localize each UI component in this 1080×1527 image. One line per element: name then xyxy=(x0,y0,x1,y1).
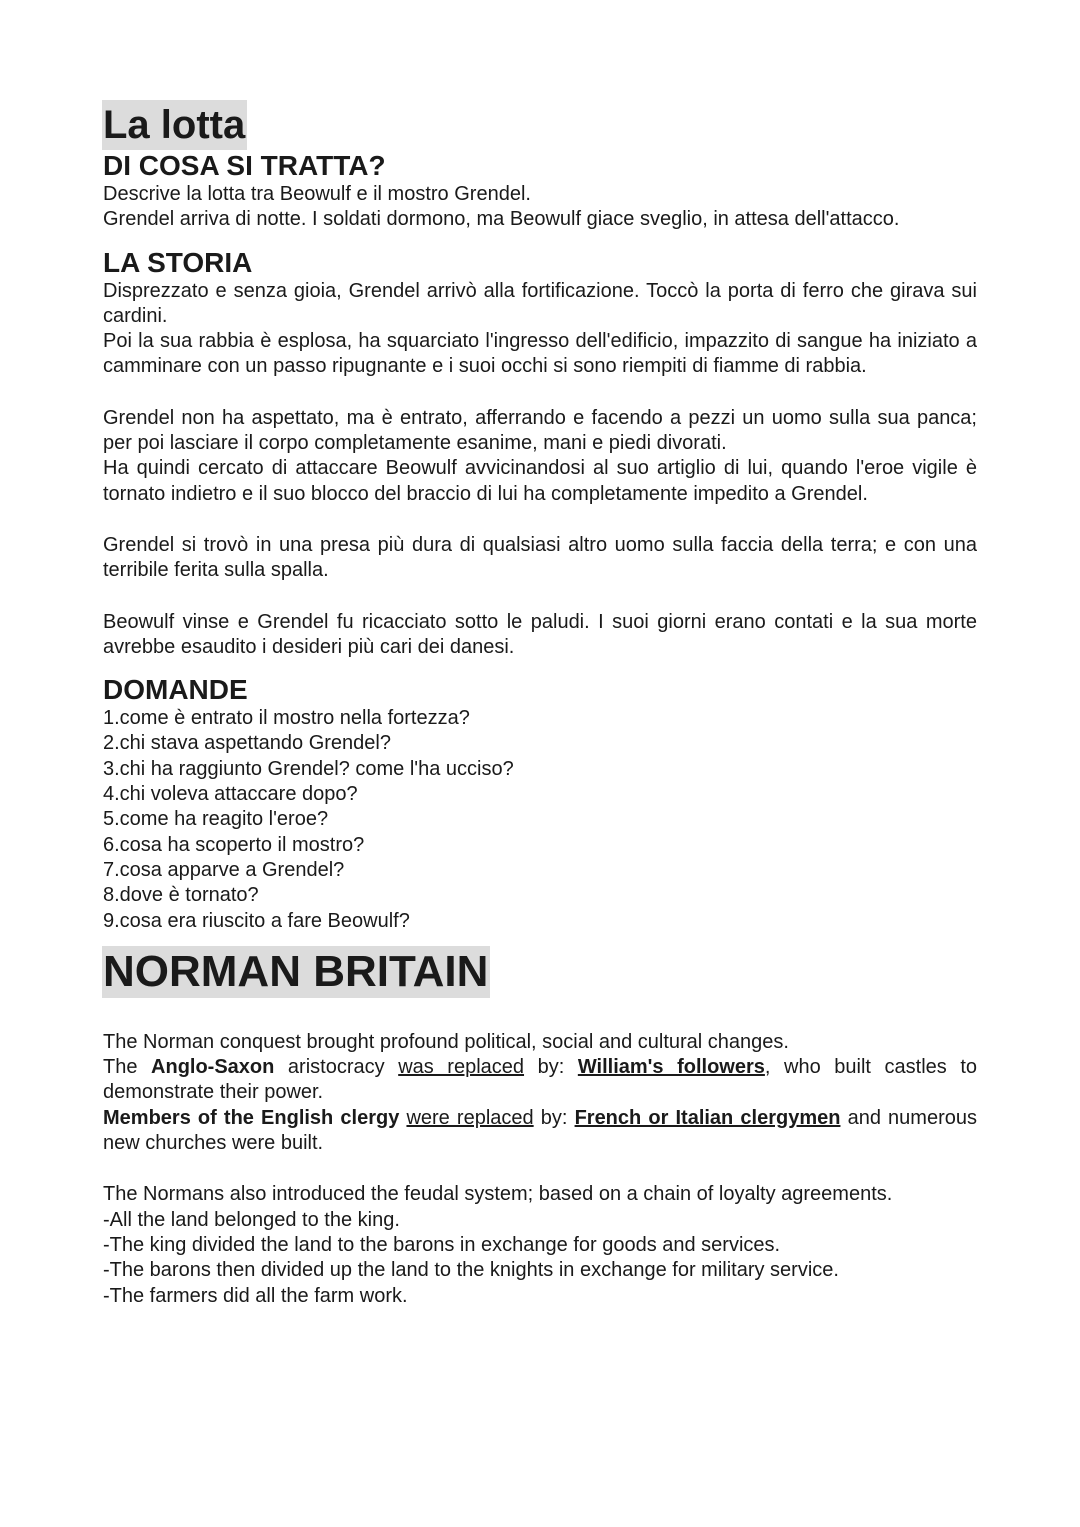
intro-heading: DI COSA SI TRATTA? xyxy=(103,150,386,181)
lotta-title: La lotta xyxy=(102,100,247,150)
story-paragraph: Ha quindi cercato di attaccare Beowulf avvicinandosi al suo artiglio di lui, quando l'eroe vigile è tornato indietro e il suo blocco del braccio di lui ha completamente impedito a Grendel. xyxy=(103,457,977,505)
norman-clergy-paragraph: Members of the English clergy were replaced by: French or Italian clergymen and numerous new churches were built. xyxy=(103,1106,977,1155)
norman-aristocracy-paragraph: The Anglo-Saxon aristocracy was replaced by: William's followers, who built castles to demonstrate their power. xyxy=(103,1056,977,1104)
french-italian-clergymen-term: French or Italian clergymen xyxy=(574,1106,841,1129)
anglo-saxon-term: Anglo-Saxon xyxy=(151,1056,275,1079)
feudal-point: -The barons then divided up the land to the knights in exchange for military service. xyxy=(103,1259,839,1282)
norman-title: NORMAN BRITAIN xyxy=(103,946,489,996)
williams-followers-term: William's followers xyxy=(577,1056,765,1079)
question-item: 4.chi voleva attaccare dopo? xyxy=(103,783,358,806)
question-item: 2.chi stava aspettando Grendel? xyxy=(103,732,391,755)
story-paragraph: Grendel si trovò in una presa più dura di qualsiasi altro uomo sulla faccia della terra; e con una terribile ferita sulla spalla. xyxy=(103,533,977,582)
document-page xyxy=(103,100,977,1309)
story-heading: LA STORIA xyxy=(103,246,253,278)
feudal-point: -All the land belonged to the king. xyxy=(103,1208,400,1231)
intro-line: Descrive la lotta tra Beowulf e il mostro Grendel. xyxy=(103,183,531,205)
norman-intro: The Norman conquest brought profound political, social and cultural changes. xyxy=(103,1030,789,1053)
questions-heading: DOMANDE xyxy=(103,674,248,706)
were-replaced-term: were replaced xyxy=(406,1106,534,1129)
was-replaced-term: was replaced xyxy=(398,1056,525,1079)
feudal-point: -The king divided the land to the barons in exchange for goods and services. xyxy=(103,1233,781,1256)
question-item: 7.cosa apparve a Grendel? xyxy=(103,858,345,881)
question-item: 5.come ha reagito l'eroe? xyxy=(103,808,329,831)
question-item: 9.cosa era riuscito a fare Beowulf? xyxy=(103,909,410,932)
feudal-intro: The Normans also introduced the feudal system; based on a chain of loyalty agreements. xyxy=(103,1183,893,1206)
english-clergy-term: Members of the English clergy xyxy=(103,1106,400,1129)
story-paragraph: Poi la sua rabbia è esplosa, ha squarciato l'ingresso dell'edificio, impazzito di sangue ha iniziato a camminare con un passo ripugnante e i suoi occhi si sono riempiti di fiamme di rabbia. xyxy=(103,330,977,378)
feudal-point: -The farmers did all the farm work. xyxy=(103,1284,408,1307)
question-item: 3.chi ha raggiunto Grendel? come l'ha ucciso? xyxy=(103,757,514,780)
question-item: 6.cosa ha scoperto il mostro? xyxy=(103,833,365,856)
story-paragraph: Beowulf vinse e Grendel fu ricacciato sotto le paludi. I suoi giorni erano contati e la sua morte avrebbe esaudito i desideri più cari dei danesi. xyxy=(103,610,977,658)
story-paragraph: Disprezzato e senza gioia, Grendel arrivò alla fortificazione. Toccò la porta di ferro che girava sui cardini. xyxy=(103,279,977,327)
question-item: 8.dove è tornato? xyxy=(103,884,259,907)
questions-list xyxy=(103,706,977,934)
question-item: 1.come è entrato il mostro nella fortezza? xyxy=(103,707,470,730)
intro-line: Grendel arriva di notte. I soldati dormono, ma Beowulf giace sveglio, in attesa dell'attacco. xyxy=(103,208,900,231)
story-paragraph: Grendel non ha aspettato, ma è entrato, afferrando e facendo a pezzi un uomo sulla sua panca; per poi lasciare il corpo completamente esanime, mani e piedi divorati. xyxy=(103,406,977,455)
